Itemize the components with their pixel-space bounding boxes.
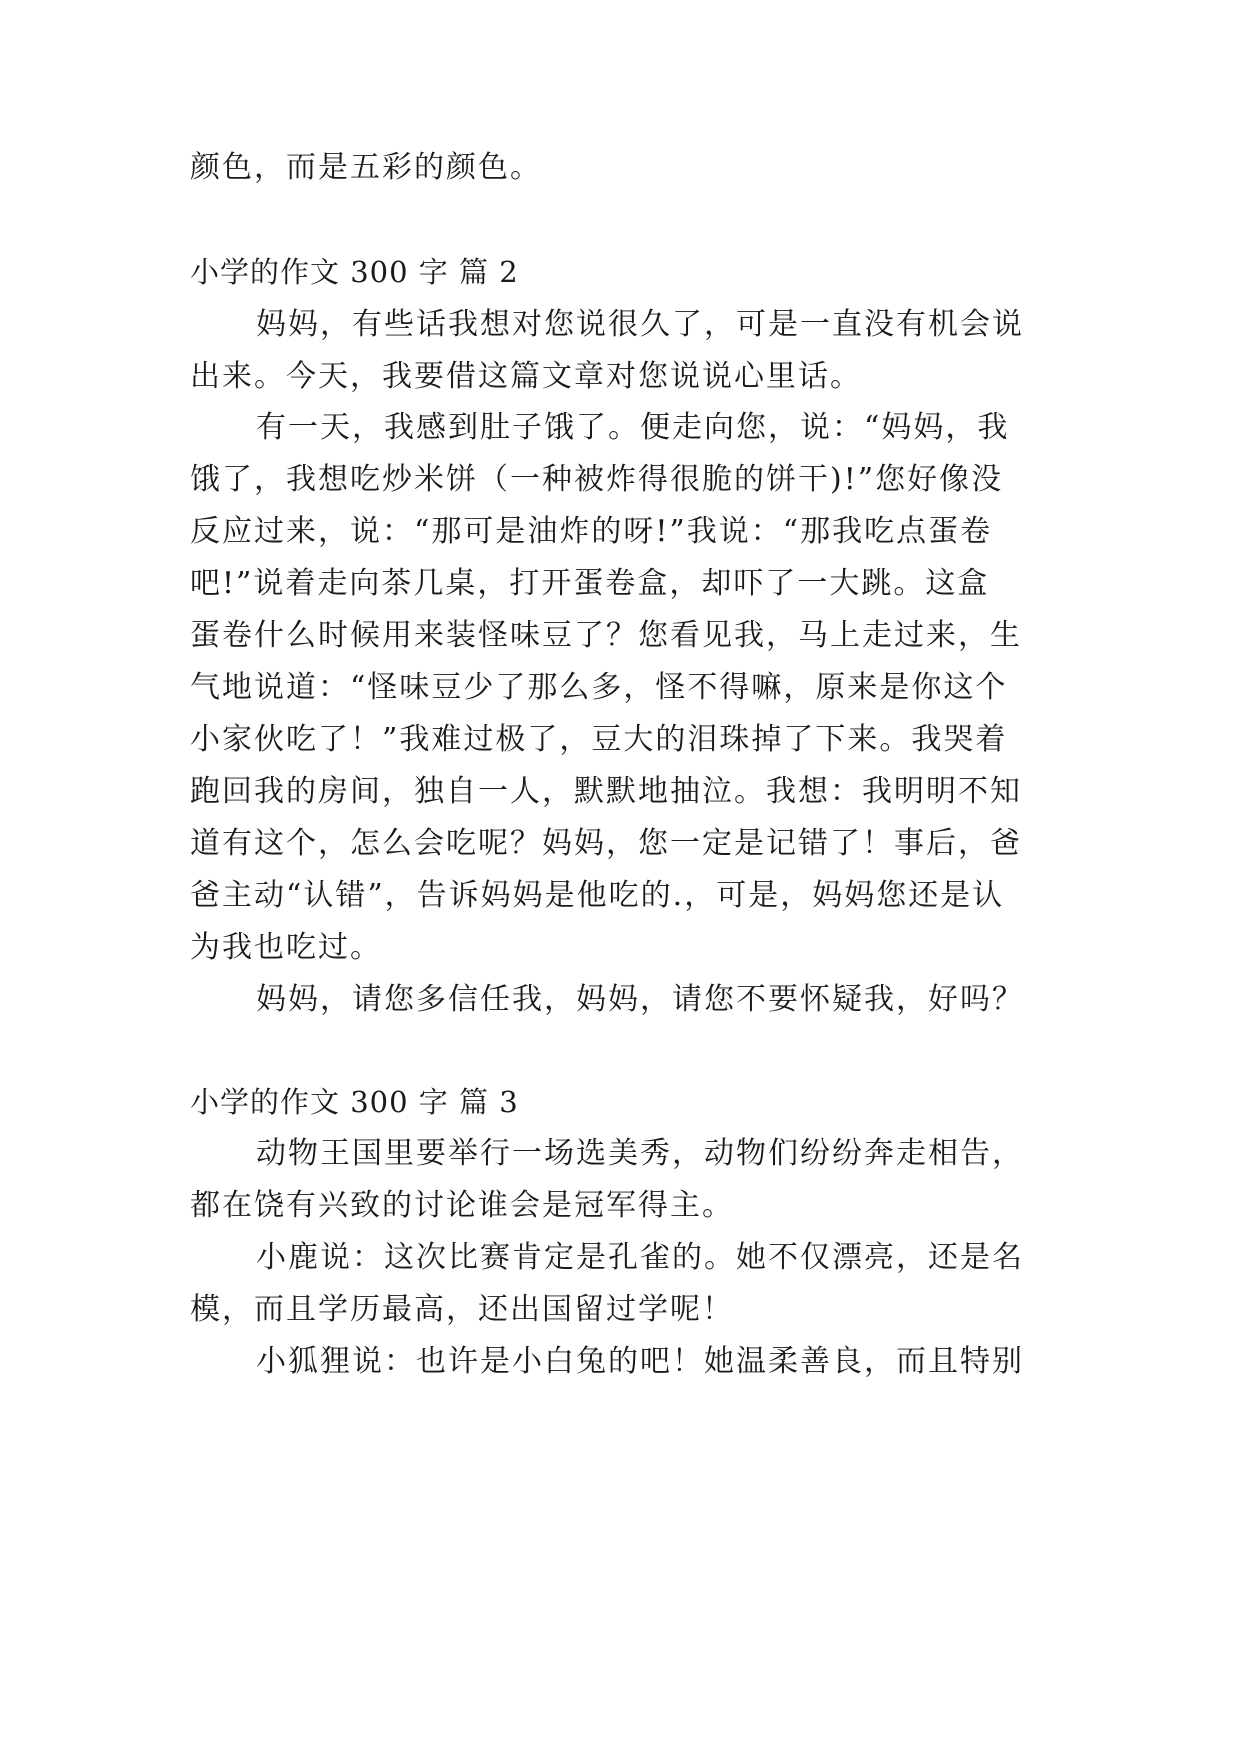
paragraph-line: 爸主动“认错”，告诉妈妈是他吃的.，可是，妈妈您还是认 — [190, 878, 1005, 913]
section-heading-2: 小学的作文 300 字 篇 2 — [190, 255, 519, 289]
paragraph-line: 颜色，而是五彩的颜色。 — [190, 150, 542, 185]
paragraph-line: 道有这个，怎么会吃呢？妈妈，您一定是记错了！事后，爸 — [190, 826, 1022, 861]
section-heading-3: 小学的作文 300 字 篇 3 — [190, 1085, 519, 1119]
paragraph-line: 蛋卷什么时候用来装怪味豆了？您看见我，马上走过来，生 — [190, 618, 1022, 653]
paragraph-line: 吧!”说着走向茶几桌，打开蛋卷盒，却吓了一大跳。这盒 — [190, 566, 990, 601]
paragraph-line: 小家伙吃了！”我难过极了，豆大的泪珠掉了下来。我哭着 — [190, 722, 1008, 757]
paragraph-line: 为我也吃过。 — [190, 930, 382, 965]
paragraph-line: 小狐狸说：也许是小白兔的吧！她温柔善良，而且特别 — [256, 1344, 1024, 1379]
paragraph-line: 气地说道：“怪味豆少了那么多，怪不得嘛，原来是你这个 — [190, 670, 1008, 705]
paragraph-line: 跑回我的房间，独自一人，默默地抽泣。我想：我明明不知 — [190, 774, 1022, 809]
paragraph-line: 饿了，我想吃炒米饼（一种被炸得很脆的饼干)!”您好像没 — [190, 462, 1004, 497]
paragraph-line: 模，而且学历最高，还出国留过学呢！ — [190, 1292, 734, 1327]
paragraph-line: 妈妈，有些话我想对您说很久了，可是一直没有机会说 — [256, 307, 1024, 342]
paragraph-line: 小鹿说：这次比赛肯定是孔雀的。她不仅漂亮，还是名 — [256, 1240, 1024, 1275]
paragraph-line: 都在饶有兴致的讨论谁会是冠军得主。 — [190, 1188, 734, 1223]
paragraph-line: 反应过来，说：“那可是油炸的呀!”我说：“那我吃点蛋卷 — [190, 514, 993, 549]
paragraph-line: 有一天，我感到肚子饿了。便走向您，说：“妈妈，我 — [256, 410, 1010, 445]
paragraph-line: 出来。今天，我要借这篇文章对您说说心里话。 — [190, 359, 862, 394]
paragraph-line: 妈妈，请您多信任我，妈妈，请您不要怀疑我，好吗？ — [256, 982, 1024, 1017]
paragraph-line: 动物王国里要举行一场选美秀，动物们纷纷奔走相告， — [256, 1136, 1024, 1171]
